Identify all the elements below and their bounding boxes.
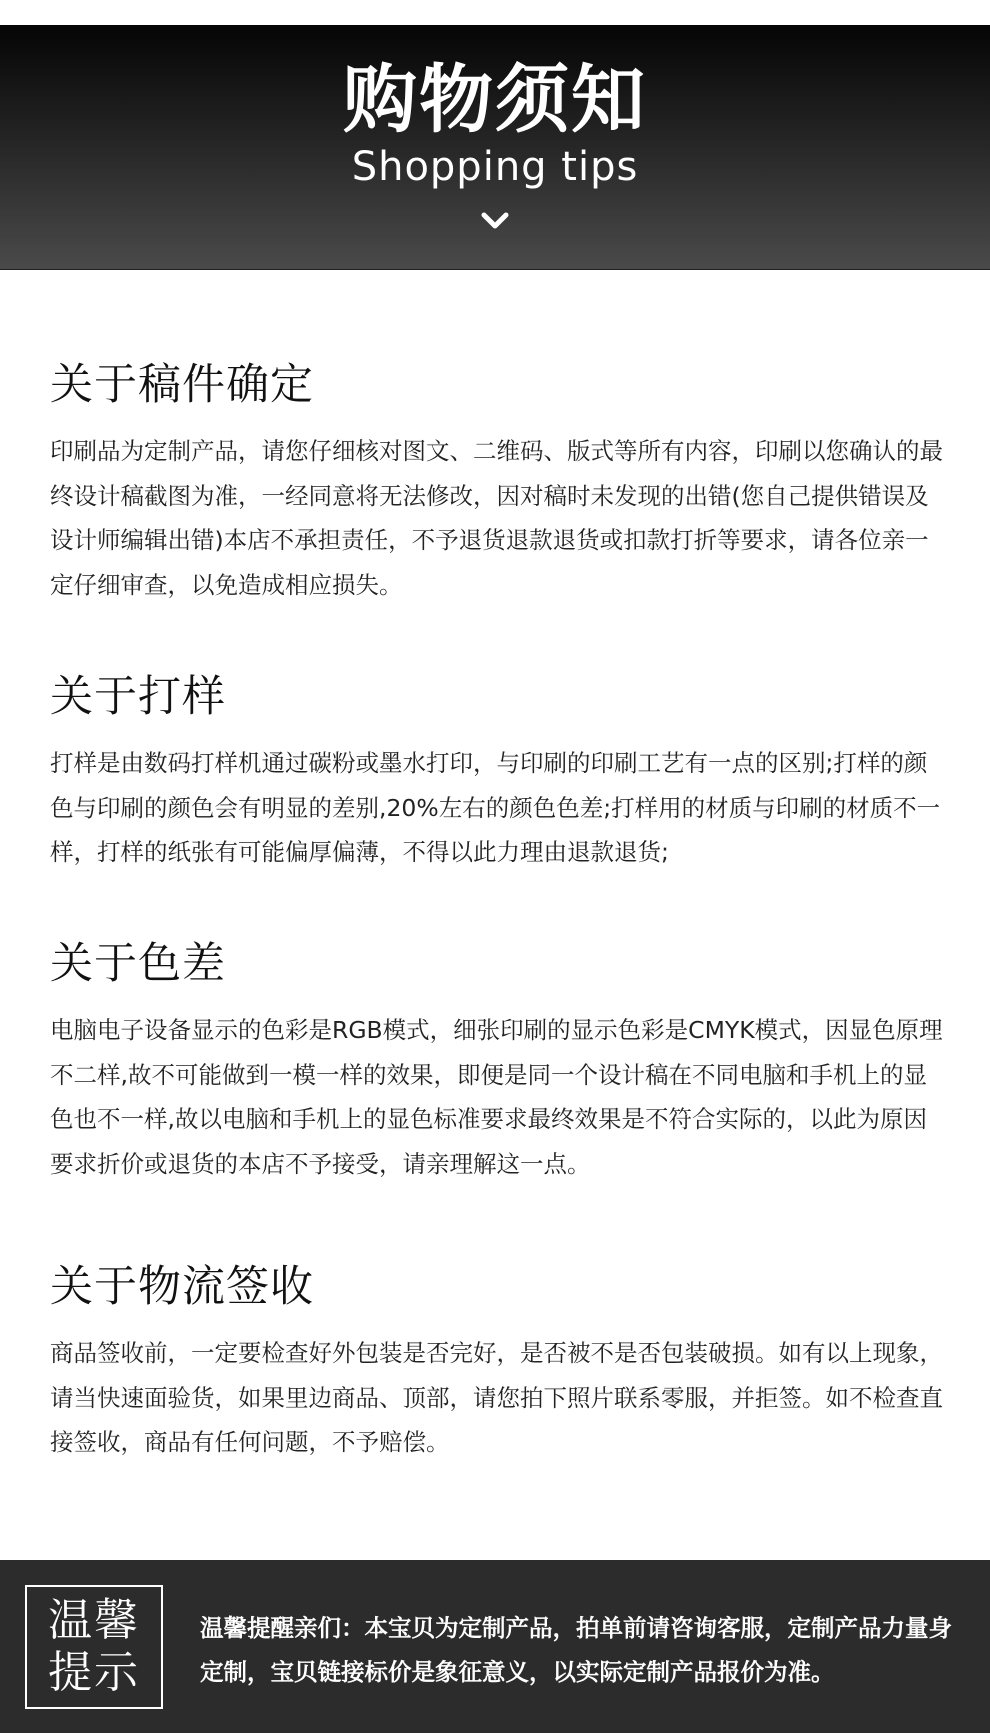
section-body: 印刷品为定制产品，请您仔细核对图文、二维码、版式等所有内容，印刷以您确认的最终设计稿截图为准，一经同意将无法修改，因对稿时未发现的出错(您自己提供错误及设计师编辑出错)本店不承担责任，不予退货退款退货或扣款打折等要求，请各位亲一定仔细审查，以免造成相应损失。: [50, 437, 943, 599]
reminder-badge-line1: 温馨: [48, 1595, 140, 1646]
section-title: 关于稿件确定: [50, 360, 314, 410]
section-title: 关于物流签收: [50, 1262, 314, 1312]
section-artwork-confirmation: [50, 360, 945, 607]
reminder-badge: [25, 1585, 163, 1709]
section-title: 关于打样: [50, 672, 226, 722]
page-subtitle: Shopping tips: [351, 144, 639, 190]
reminder-badge-line2: 提示: [48, 1647, 140, 1698]
section-title: 关于色差: [50, 939, 226, 989]
section-body: 打样是由数码打样机通过碳粉或墨水打印，与印刷的印刷工艺有一点的区别;打样的颜色与印刷的颜色会有明显的差别,20%左右的颜色色差;打样用的材质与印刷的材质不一样，打样的纸张有可能偏厚偏薄，不得以此力理由退款退货;: [50, 749, 941, 866]
shopping-tips-header: [0, 25, 990, 270]
reminder-notice: 温馨提醒亲们：本宝贝为定制产品，拍单前请咨询客服，定制产品力量身定制，宝贝链接标价是象征意义，以实际定制产品报价为准。: [200, 1614, 952, 1686]
warm-reminder-footer: [0, 1560, 990, 1733]
chevron-down-icon: [481, 211, 509, 231]
section-color-difference: [50, 939, 945, 1186]
section-logistics-receipt: [50, 1262, 945, 1465]
section-proofing: [50, 672, 945, 875]
page-title: 购物须知: [343, 57, 647, 143]
section-body: 商品签收前，一定要检查好外包装是否完好，是否被不是否包装破损。如有以上现象，请当快速面验货，如果里边商品、顶部，请您拍下照片联系零服，并拒签。如不检查直接签收，商品有任何问题，不予赔偿。: [50, 1339, 943, 1456]
section-body: 电脑电子设备显示的色彩是RGB模式，细张印刷的显示色彩是CMYK模式，因显色原理不二样,故不可能做到一模一样的效果，即便是同一个设计稿在不同电脑和手机上的显色也不一样,故以电脑和手机上的显色标准要求最终效果是不符合实际的，以此为原因要求折价或退货的本店不予接受，请亲理解这一点。: [50, 1016, 943, 1178]
